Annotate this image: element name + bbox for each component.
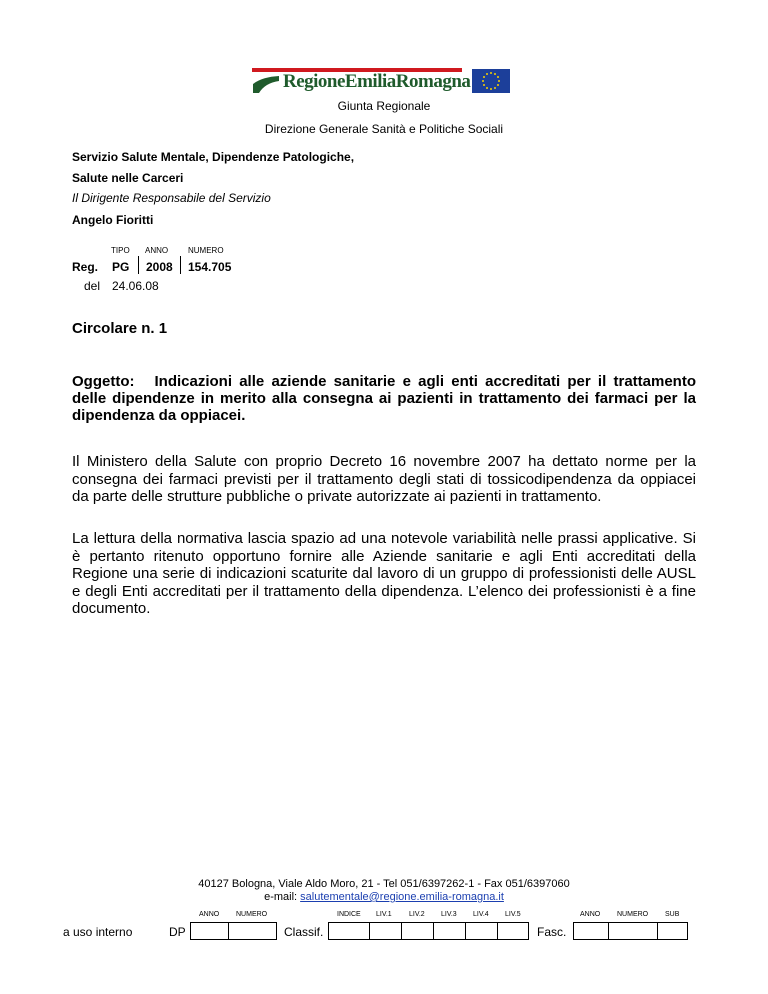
footer-box-indice[interactable] xyxy=(328,922,370,940)
footer-box-fasc-sub[interactable] xyxy=(657,922,688,940)
footer-lbl-liv2: LIV.2 xyxy=(409,911,425,918)
service-name-line2: Salute nelle Carceri xyxy=(72,171,184,185)
reg-del-label: del xyxy=(84,279,101,293)
header-line-direzione: Direzione Generale Sanità e Politiche Sociali xyxy=(264,122,504,136)
reg-separator xyxy=(138,256,139,274)
footer-dp: DP xyxy=(169,925,186,939)
footer-lbl-indice: INDICE xyxy=(337,911,361,918)
region-logo-icon xyxy=(253,75,279,93)
footer-lbl-liv3: LIV.3 xyxy=(441,911,457,918)
document-subject xyxy=(72,373,696,424)
eu-flag-icon xyxy=(472,69,510,93)
footer-fasc: Fasc. xyxy=(537,925,567,939)
subject-text: Indicazioni alle aziende sanitarie e agli enti accreditati per il trattamento delle dipendenze in merito alla consegna ai pazienti in trattamento dei farmaci per la dipendenza da oppiacei. xyxy=(72,373,696,424)
footer-email-link[interactable]: salutementale@regione.emilia-romagna.it xyxy=(300,891,504,903)
footer-box-liv1[interactable] xyxy=(369,922,402,940)
footer-box-liv3[interactable] xyxy=(433,922,466,940)
footer-lbl-liv4: LIV.4 xyxy=(473,911,489,918)
service-role: Il Dirigente Responsabile del Servizio xyxy=(72,191,271,205)
footer-lbl-anno2: ANNO xyxy=(580,911,601,918)
body-paragraph-1: Il Ministero della Salute con proprio Decreto 16 novembre 2007 ha dettato norme per la consegna dei farmaci previsti per il trattamento degli stati di tossicodipendenza da oppiacei da parte delle strutture pubbliche o private autorizzate ai pazienti in trattamento. xyxy=(72,453,696,505)
footer-box-liv5[interactable] xyxy=(497,922,529,940)
footer-box-dp-numero[interactable] xyxy=(228,922,277,940)
footer-classif: Classif. xyxy=(284,925,324,939)
reg-separator xyxy=(180,256,181,274)
region-logo-text: RegioneEmiliaRomagna xyxy=(283,71,471,92)
footer-lbl-anno: ANNO xyxy=(199,911,220,918)
body-paragraph-2: La lettura della normativa lascia spazio ad una notevole variabilità nelle prassi applicative. Si è pertanto ritenuto opportuno fornire alle Aziende sanitarie e agli Enti accreditati della Regione una serie di indicazioni scaturite dal lavoro di un gruppo di professionisti delle AUSL e degli Enti accreditati per il trattamento della dipendenza. L’elenco dei professionisti è a fine documento. xyxy=(72,530,696,617)
reg-col-anno: ANNO xyxy=(145,246,169,255)
footer-box-fasc-anno[interactable] xyxy=(573,922,609,940)
footer-lbl-liv5: LIV.5 xyxy=(505,911,521,918)
service-name-line1: Servizio Salute Mentale, Dipendenze Patologiche, xyxy=(72,150,355,164)
reg-numero: 154.705 xyxy=(188,260,232,274)
footer-box-liv2[interactable] xyxy=(401,922,434,940)
footer-lbl-sub: SUB xyxy=(665,911,680,918)
reg-anno: 2008 xyxy=(146,260,173,274)
footer-lbl-numero: NUMERO xyxy=(236,911,268,918)
document-title: Circolare n. 1 xyxy=(72,320,168,337)
footer-box-liv4[interactable] xyxy=(465,922,498,940)
footer-box-dp-anno[interactable] xyxy=(190,922,229,940)
reg-tipo: PG xyxy=(112,260,130,274)
footer-email-label: e-mail: xyxy=(264,891,301,903)
footer-address: 40127 Bologna, Viale Aldo Moro, 21 - Tel 051/6397262-1 - Fax 051/6397060 xyxy=(198,878,570,890)
reg-label: Reg. xyxy=(72,260,99,274)
footer-lbl-liv1: LIV.1 xyxy=(376,911,392,918)
reg-date: 24.06.08 xyxy=(112,279,159,293)
footer-email-line xyxy=(0,891,768,903)
footer-box-fasc-numero[interactable] xyxy=(608,922,658,940)
footer-internal-use: a uso interno xyxy=(63,925,133,939)
footer-lbl-numero2: NUMERO xyxy=(617,911,649,918)
service-person: Angelo Fioritti xyxy=(72,213,154,227)
reg-col-numero: NUMERO xyxy=(188,246,224,255)
reg-col-tipo: TIPO xyxy=(111,246,130,255)
subject-label: Oggetto: xyxy=(72,373,135,390)
header-line-giunta: Giunta Regionale xyxy=(337,99,431,113)
